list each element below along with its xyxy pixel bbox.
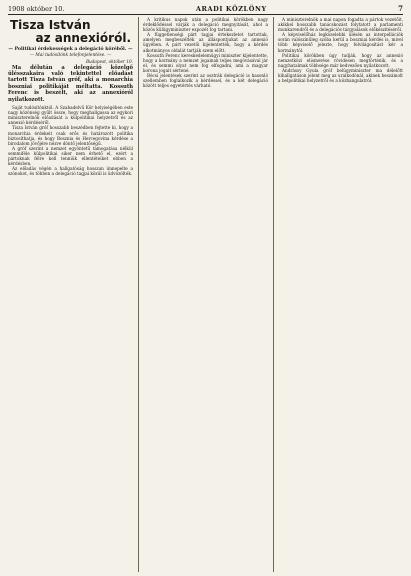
article-columns	[8, 17, 403, 572]
paragraph: A kritikus napok után a politikai körökben nagy érdeklődéssel várják a delegáció megnyitását, ahol a közös külügyminiszter expozét fog tartani.	[143, 17, 268, 33]
header-page-number: 7	[398, 4, 403, 13]
article-lead: Ma délután a delegáció közelgő ülésszakaira való tekintettel előadást tartott Tisza István gróf, aki a monarchia boszniai politikáját méltatta. Kossuth Ferenc is beszélt, aki az annexióról nyilatkozott.	[8, 64, 133, 103]
article-subtitle: — Politikai érdekességek a delegáció köréből. —	[8, 47, 133, 52]
article-dateline: Budapest, október 10.	[85, 58, 133, 64]
article-title-line-2: az annexióról.	[35, 31, 131, 45]
paragraph: A függetlenségi párt tagjai értekezletet tartottak, amelyen megbeszélték az álláspontjukat az annexió ügyében. A párt vezetői kijelentették, hogy a kérdés alkotmányos oldalát tartják szem előtt.	[143, 32, 268, 53]
header-rule	[8, 14, 403, 15]
page-header	[8, 4, 403, 13]
column-1	[8, 17, 133, 572]
column-1-body	[8, 105, 133, 176]
paragraph: A képviselőház legközelebbi ülésén az interpellációk során valószínűleg szóba kerül a boszniai kérdés is, mivel több képviselő jelezte, hogy felvilágosítást kér a kormánytól.	[278, 32, 403, 53]
paragraph: Saját tudósítónktól. A Szabadelvű Kör helyiségében este nagy közönség gyűlt össze, hogy meghallgassa az egykori miniszterelnök előadását a külpolitikai helyzetről és az annexió kérdéséről.	[8, 105, 133, 126]
paragraph: Kossuth Ferenc kereskedelemügyi miniszter kijelentette, hogy a kormány a nemzet jogainak teljes megóvásával jár el, és semmi olyat nem fog elfogadni, ami a magyar korona jogait sértené.	[143, 52, 268, 73]
column-3	[273, 17, 403, 572]
paragraph: Az előadás végén a hallgatóság hosszan ünnepelte a szónokot, és többen a delegáció tagjai közül is üdvözölték.	[8, 166, 133, 177]
article-byline: — Mai tudósítónk telefonjelentése. —	[29, 53, 112, 58]
column-2	[138, 17, 268, 572]
paragraph: Andrássy Gyula gróf belügyminiszter ma délelőtt kihallgatáson jelent meg az uralkodónál, akinek beszámolt a belpolitikai helyzetről és a közhangulatról.	[278, 67, 403, 84]
header-paper-name: ARADI KÖZLÖNY	[195, 5, 267, 13]
paragraph: Politikai körökben úgy tudják, hogy az annexió nemzetközi elismerése rövidesen megtörténik, és a nagyhatalmak többsége már kedvezően nyilatkozott.	[278, 52, 403, 68]
paragraph: A gróf szerint a nemzet egyöntetű támogatása nélkül semmiféle külpolitikai siker nem érhető el, ezért a pártoknak félre kell tenniük ellentéteiket ebben a kérdésben.	[8, 145, 133, 167]
paragraph: A miniszterelnök a mai napon fogadta a pártok vezetőit, akikkel hosszabb tanácskozást folytatott a parlamenti munkarendről és a delegációs tárgyalások előkészítéséről.	[278, 17, 403, 33]
paragraph: Tisza István gróf hosszabb beszédben fejtette ki, hogy a monarchia érdekeit csak erős és határozott politika biztosíthatja, és hogy Bosznia és Hercegovina kérdése a birodalom jövőjére nézve döntő jelentőségű.	[8, 125, 133, 146]
paragraph: Bécsi jelentések szerint az osztrák delegáció is hasonló szellemben foglalkozik a kérdéssel, és a két delegáció között teljes egyetértés várható.	[143, 73, 268, 89]
header-date: 1908 október 10.	[8, 5, 65, 13]
article-title-line-1: Tisza István	[10, 18, 91, 32]
